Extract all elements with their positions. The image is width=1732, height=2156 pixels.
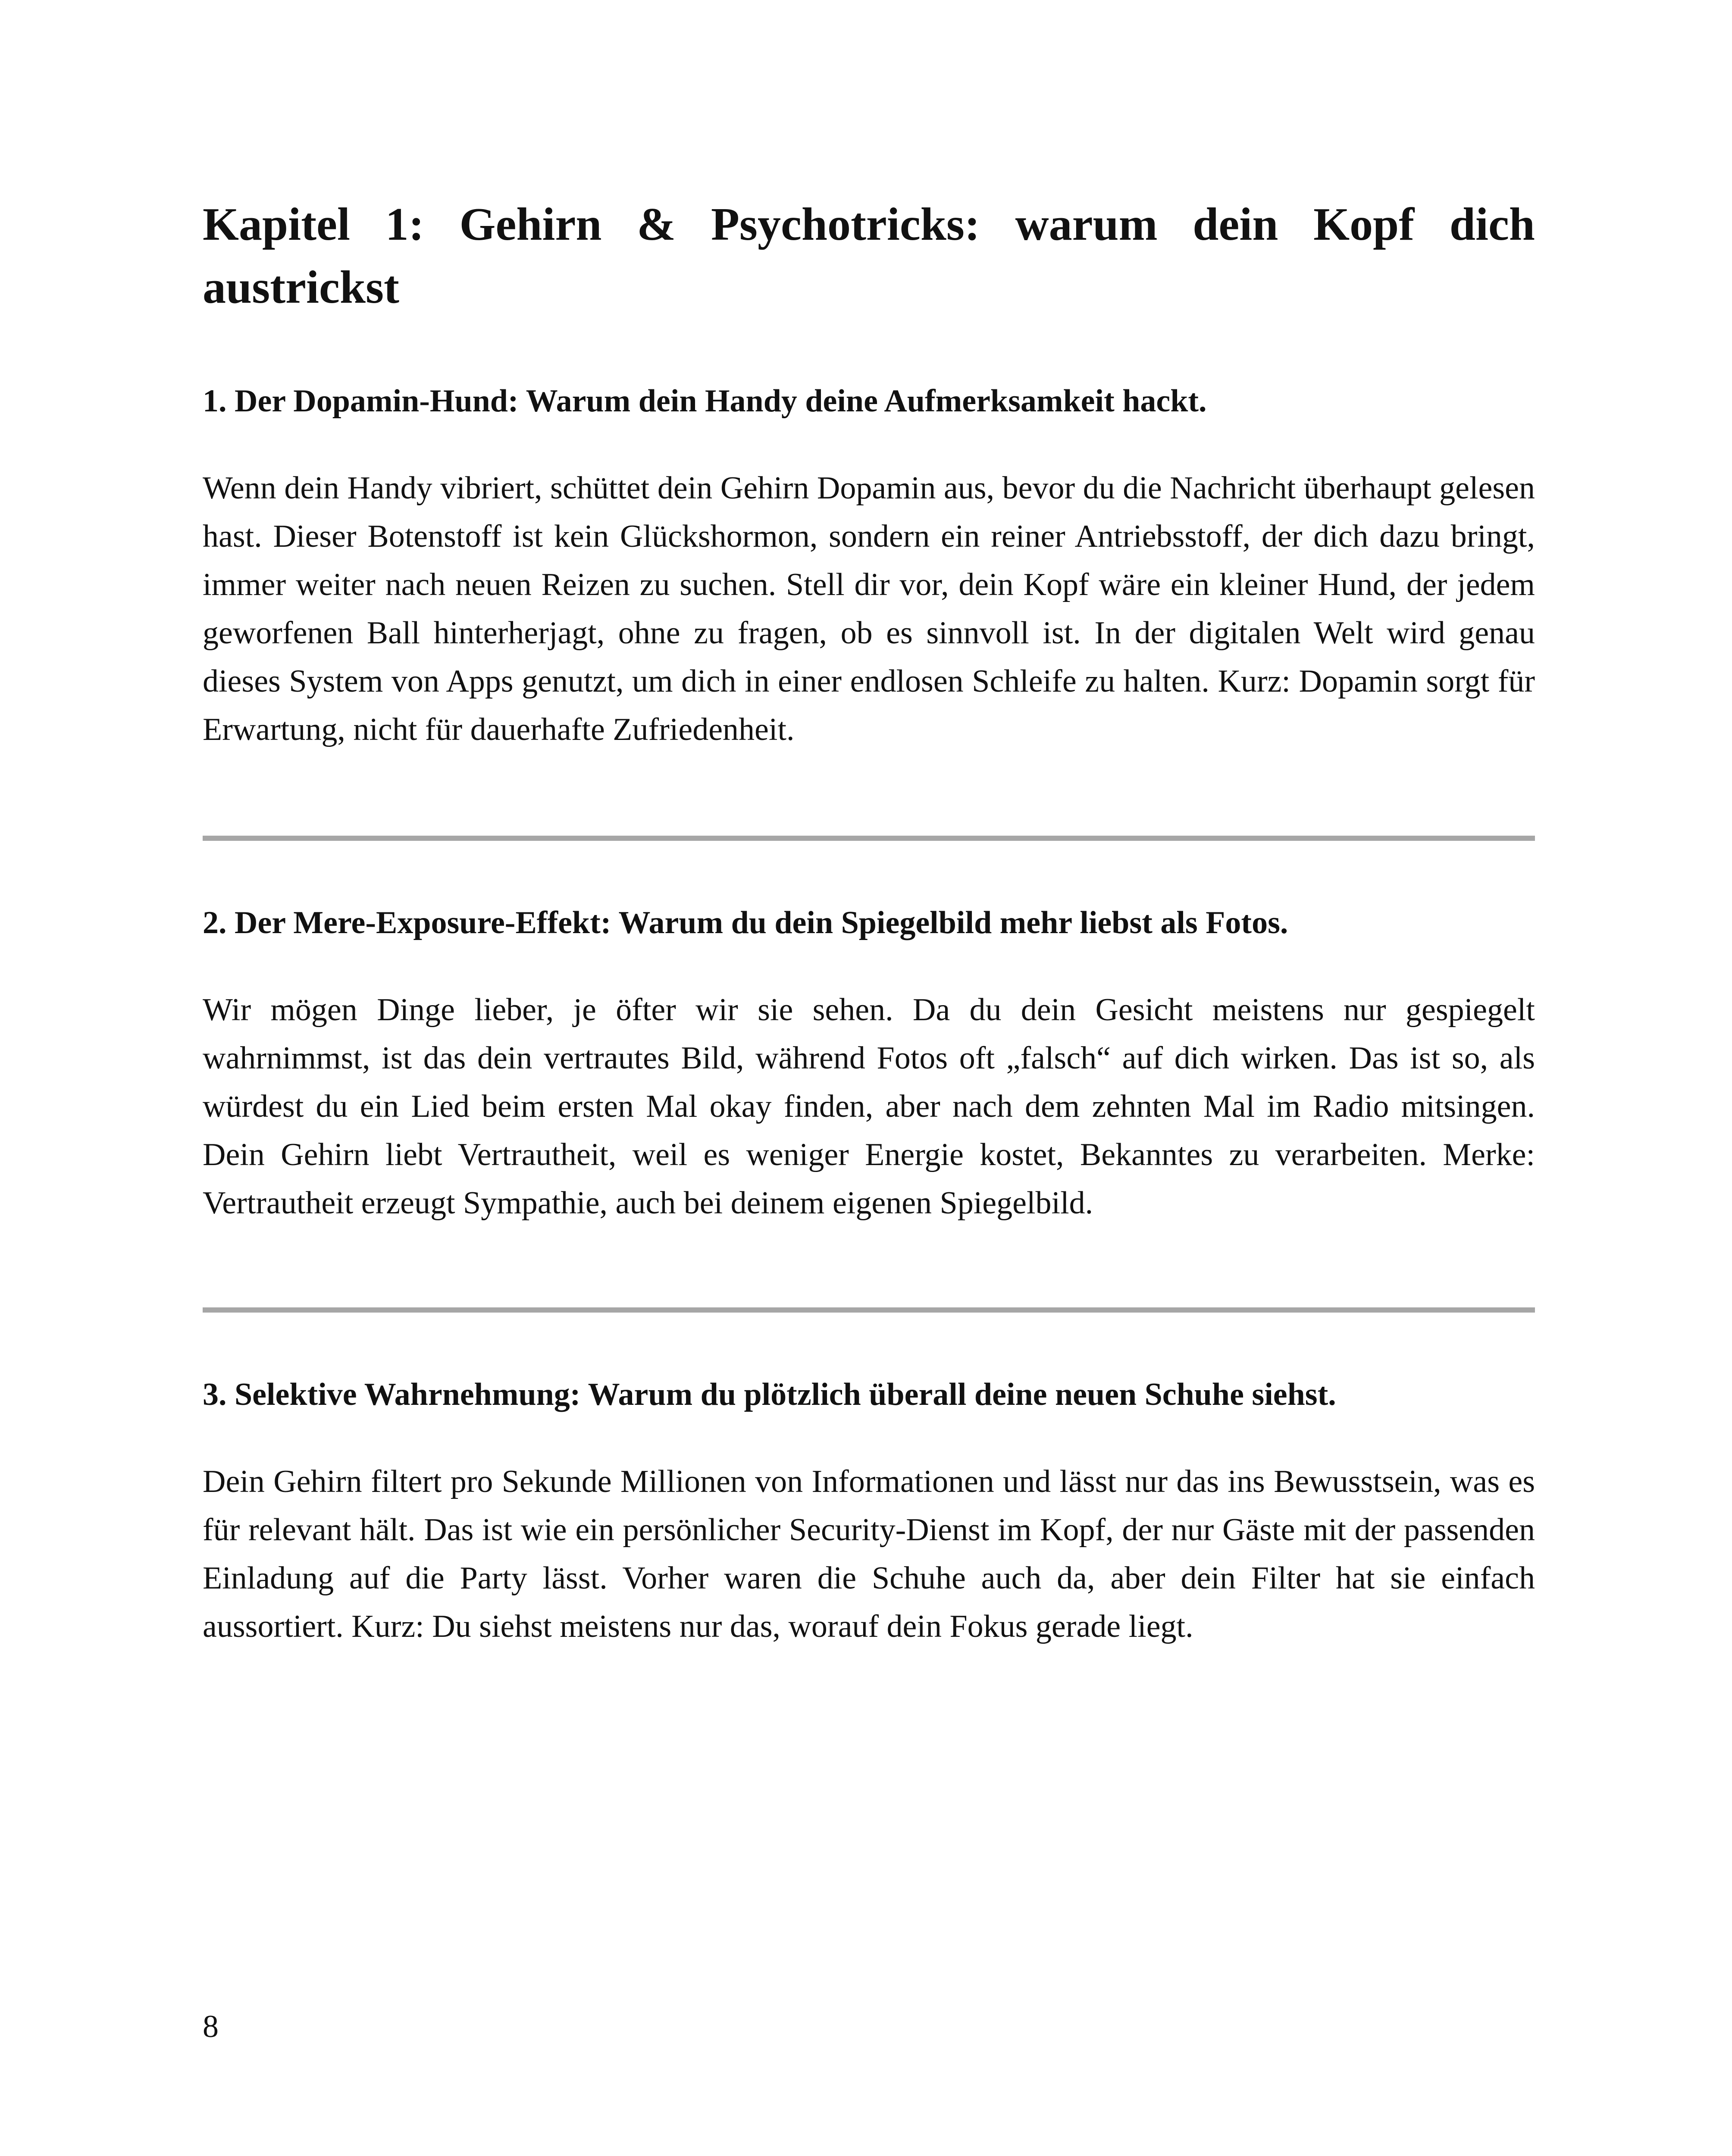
page-number: 8	[203, 2009, 219, 2044]
section-paragraph: Wir mögen Dinge lieber, je öfter wir sie sehen. Da du dein Gesicht meistens nur gespiegelt wahrnimmst, ist das dein vertrautes Bild, während Fotos oft „falsch“ auf dich wirken. Das ist so, als würdest du ein Lied beim ersten Mal okay finden, aber nach dem zehnten Mal im Radio mitsingen. Dein Gehirn liebt Vertrautheit, weil es weniger Energie kostet, Bekanntes zu verarbeiten. Merke: Vertrautheit erzeugt Sympathie, auch bei deinem eigenen Spiegelbild.	[203, 992, 1535, 1221]
page-content	[203, 193, 1535, 1651]
section-3	[203, 1373, 1535, 1651]
section-paragraph: Dein Gehirn filtert pro Sekunde Millionen von Informationen und lässt nur das ins Bewusstsein, was es für relevant hält. Das ist wie ein persönlicher Security-Dienst im Kopf, der nur Gäste mit der passenden Einladung auf die Party lässt. Vorher waren die Schuhe auch da, aber dein Filter hat sie einfach aussortiert. Kurz: Du siehst meistens nur das, worauf dein Fokus gerade liegt.	[203, 1464, 1535, 1644]
section-heading: 2. Der Mere-Exposure-Effekt: Warum du dein Spiegelbild mehr liebst als Fotos.	[203, 905, 1288, 940]
section-heading: 1. Der Dopamin-Hund: Warum dein Handy deine Aufmerksamkeit hackt.	[203, 383, 1207, 419]
section-1	[203, 379, 1535, 754]
chapter-title: Kapitel 1: Gehirn & Psychotricks: warum dein Kopf dich austrickst	[203, 199, 1535, 313]
section-2	[203, 901, 1535, 1227]
section-paragraph: Wenn dein Handy vibriert, schüttet dein Gehirn Dopamin aus, bevor du die Nachricht überhaupt gelesen hast. Dieser Botenstoff ist kein Glückshormon, sondern ein reiner Antriebsstoff, der dich dazu bringt, immer weiter nach neuen Reizen zu suchen. Stell dir vor, dein Kopf wäre ein kleiner Hund, der jedem geworfenen Ball hinterherjagt, ohne zu fragen, ob es sinnvoll ist. In der digitalen Welt wird genau dieses System von Apps genutzt, um dich in einer endlosen Schleife zu halten. Kurz: Dopamin sorgt für Erwartung, nicht für dauerhafte Zufriedenheit.	[203, 470, 1535, 747]
section-divider	[203, 836, 1535, 841]
section-divider	[203, 1307, 1535, 1313]
section-heading: 3. Selektive Wahrnehmung: Warum du plötzlich überall deine neuen Schuhe siehst.	[203, 1377, 1336, 1412]
